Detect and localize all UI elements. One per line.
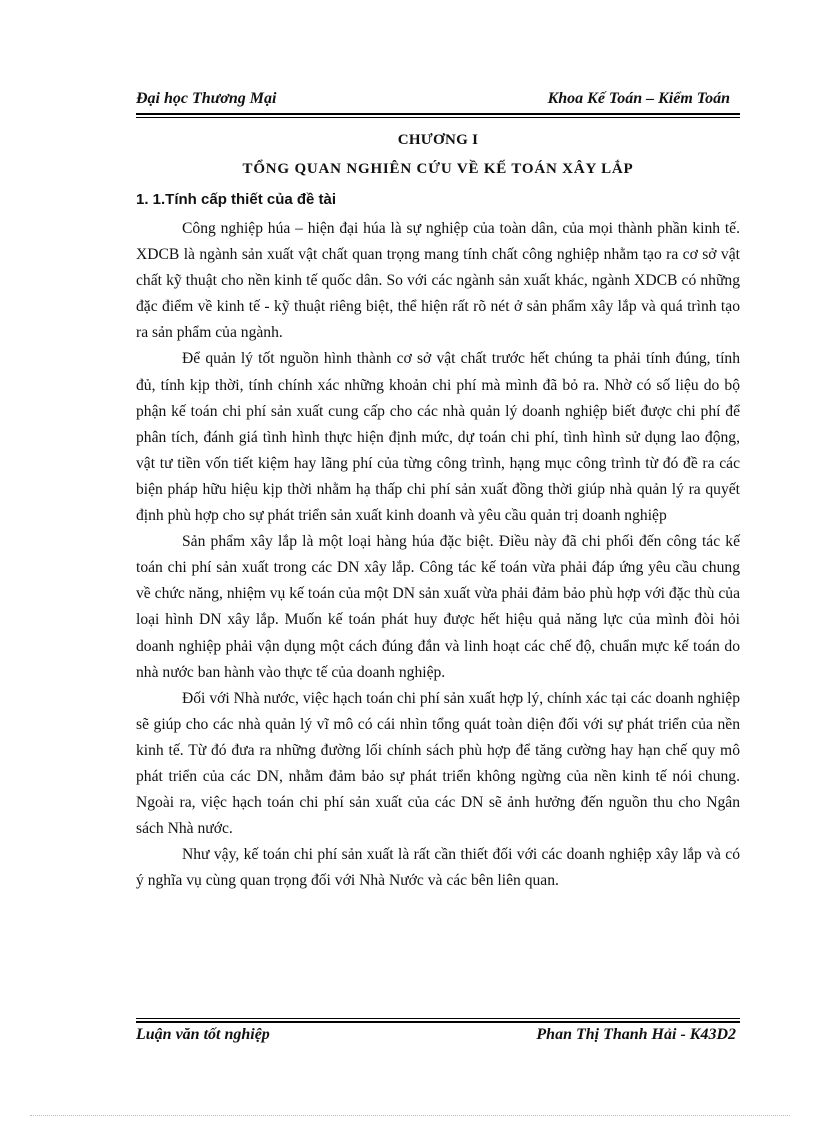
- footer-author: Phan Thị Thanh Hải - K43D2: [536, 1026, 736, 1043]
- chapter-number: CHƯƠNG I: [397, 132, 479, 148]
- paragraph: Sản phẩm xây lắp là một loại hàng húa đặc biệt. Điều này đã chi phối đến công tác kế toán chi phí sản xuất trong các DN xây lắp. Công tác kế toán vừa phải đáp ứng yêu cầu chung về chức năng, nhiệm vụ kế toán của một DN sản xuất vừa phải đảm bảo phù hợp với đặc thù của loại hình DN xây lắp. Muốn kế toán phát huy được hết hiệu quả năng lực của mình đòi hỏi doanh nghiệp phải vận dụng một cách đúng đắn và linh hoạt các chế độ, chuẩn mực kế toán do nhà nước ban hành vào thực tế của doanh nghiệp.: [136, 533, 740, 681]
- paragraph: Công nghiệp húa – hiện đại húa là sự nghiệp của toàn dân, của mọi thành phần kinh tế. XDCB là ngành sản xuất vật chất quan trọng mang tính chất công nghiệp nhằm tạo ra cơ sở vật chất kỹ thuật cho nền kinh tế quốc dân. So với các ngành sản xuất khác, ngành XDCB có những đặc điểm về kinh tế - kỹ thuật riêng biệt, thể hiện rất rõ nét ở sản phẩm xây lắp và quá trình tạo ra sản phẩm của ngành.: [136, 220, 740, 342]
- footer-thesis-label: Luận văn tốt nghiệp: [136, 1026, 270, 1043]
- page-footer: [136, 1026, 740, 1048]
- header-rule-thick: [136, 113, 740, 115]
- header-faculty: Khoa Kế Toán – Kiểm Toán: [547, 90, 730, 107]
- section-heading: 1. 1.Tính cấp thiết của đề tài: [136, 191, 337, 208]
- paragraph: Như vậy, kế toán chi phí sản xuất là rất cần thiết đối với các doanh nghiệp xây lắp và có ý nghĩa vụ cùng quan trọng đối với Nhà Nước và các bên liên quan.: [136, 846, 740, 890]
- page-edge-divider: [30, 1115, 790, 1116]
- footer-rule-thin: [136, 1018, 740, 1019]
- body-text: [136, 216, 740, 894]
- header-university: Đại học Thương Mại: [136, 90, 277, 107]
- chapter-title: TỔNG QUAN NGHIÊN CỨU VỀ KẾ TOÁN XÂY LẮP: [242, 161, 634, 177]
- paragraph: Để quản lý tốt nguồn hình thành cơ sở vật chất trước hết chúng ta phải tính đúng, tính đủ, tính kịp thời, tính chính xác những khoản chi phí mà mình đã bỏ ra. Nhờ có số liệu do bộ phận kế toán chi phí sản xuất cung cấp cho các nhà quản lý doanh nghiệp biết được chi phí để phân tích, đánh giá tình hình thực hiện định mức, dự toán chi phí, tình hình sử dụng lao động, vật tư tiền vốn tiết kiệm hay lãng phí của từng công trình, hạng mục công trình từ đó đề ra các biện pháp hữu hiệu kịp thời nhằm hạ thấp chi phí sản xuất đồng thời giúp nhà quản lý ra quyết định phù hợp cho sự phát triển sản xuất kinh doanh và yêu cầu quản trị doanh nghiệp: [136, 350, 740, 525]
- page-header: [136, 90, 740, 112]
- footer-rule-thick: [136, 1021, 740, 1023]
- paragraph: Đối với Nhà nước, việc hạch toán chi phí sản xuất hợp lý, chính xác tại các doanh nghiệp sẽ giúp cho các nhà quản lý vĩ mô có cái nhìn tổng quát toàn diện đối với sự phát triển của nền kinh tế. Từ đó đưa ra những đường lối chính sách phù hợp để tăng cường hay hạn chế quy mô phát triển của các DN, nhằm đảm bảo sự phát triển không ngừng của nền kinh tế nói chung. Ngoài ra, việc hạch toán chi phí sản xuất của các DN sẽ ảnh hưởng đến nguồn thu cho Ngân sách Nhà nước.: [136, 689, 740, 838]
- header-rule-thin: [136, 117, 740, 118]
